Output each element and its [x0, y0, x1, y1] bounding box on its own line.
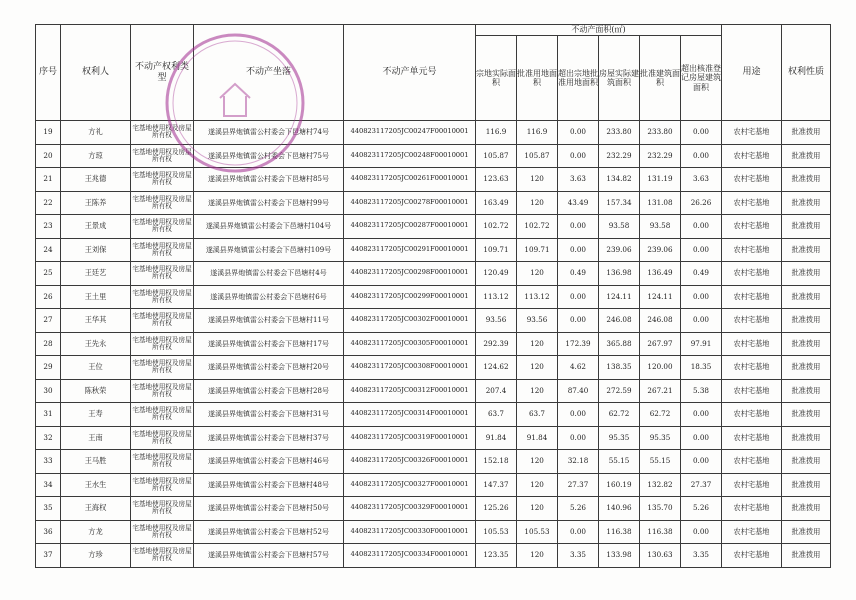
table-row	[36, 544, 831, 568]
building-over-area-cell: 0.00	[681, 285, 722, 309]
right-nature-cell: 批准拨用	[782, 121, 831, 145]
header-nature: 权利性质	[782, 25, 831, 121]
table-row	[36, 403, 831, 427]
land-approved-area-cell: 91.84	[517, 426, 558, 450]
location-cell: 遂溪县界炮镇雷公村委会下邑塘村31号	[194, 403, 344, 427]
row-number-cell: 23	[36, 215, 61, 239]
unit-number-cell: 440823117205JC00278F00010001	[344, 191, 476, 215]
right-nature-cell: 批准拨用	[782, 426, 831, 450]
building-approved-area-cell: 136.49	[640, 262, 681, 286]
use-cell: 农村宅基地	[722, 285, 782, 309]
land-approved-area-cell: 120	[517, 473, 558, 497]
unit-number-cell: 440823117205JC00302F00010001	[344, 309, 476, 333]
building-over-area-cell: 0.49	[681, 262, 722, 286]
header-location: 不动产坐落	[194, 25, 344, 121]
right-type-cell: 宅基地使用权及房屋所有权	[131, 238, 194, 262]
land-approved-area-cell: 102.72	[517, 215, 558, 239]
table-row	[36, 168, 831, 192]
unit-number-cell: 440823117205JC00312F00010001	[344, 379, 476, 403]
row-number-cell: 30	[36, 379, 61, 403]
building-over-area-cell: 5.38	[681, 379, 722, 403]
row-number-cell: 29	[36, 356, 61, 380]
use-cell: 农村宅基地	[722, 520, 782, 544]
table-body	[36, 121, 831, 568]
right-type-cell: 宅基地使用权及房屋所有权	[131, 309, 194, 333]
land-approved-area-cell: 120	[517, 168, 558, 192]
land-actual-area-cell: 116.9	[476, 121, 517, 145]
land-approved-area-cell: 120	[517, 450, 558, 474]
land-approved-area-cell: 120	[517, 544, 558, 568]
land-approved-area-cell: 116.9	[517, 121, 558, 145]
unit-number-cell: 440823117205JC00308F00010001	[344, 356, 476, 380]
table-row	[36, 379, 831, 403]
header-use: 用途	[722, 25, 782, 121]
header-area-group: 不动产面积(㎡)	[476, 25, 722, 36]
building-actual-area-cell: 246.08	[599, 309, 640, 333]
land-approved-area-cell: 105.87	[517, 144, 558, 168]
right-nature-cell: 批准拨用	[782, 144, 831, 168]
location-cell: 遂溪县界炮镇雷公村委会下邑塘村17号	[194, 332, 344, 356]
location-cell: 遂溪县界炮镇雷公村委会下邑塘村6号	[194, 285, 344, 309]
land-actual-area-cell: 120.49	[476, 262, 517, 286]
building-over-area-cell: 0.00	[681, 238, 722, 262]
right-nature-cell: 批准拨用	[782, 473, 831, 497]
use-cell: 农村宅基地	[722, 403, 782, 427]
right-nature-cell: 批准拨用	[782, 544, 831, 568]
holder-name-cell: 方龙	[61, 520, 131, 544]
table-row	[36, 332, 831, 356]
location-cell: 遂溪县界炮镇雷公村委会下邑塘村46号	[194, 450, 344, 474]
table-row	[36, 121, 831, 145]
row-number-cell: 34	[36, 473, 61, 497]
right-type-cell: 宅基地使用权及房屋所有权	[131, 121, 194, 145]
building-approved-area-cell: 131.19	[640, 168, 681, 192]
right-nature-cell: 批准拨用	[782, 450, 831, 474]
building-over-area-cell: 0.00	[681, 450, 722, 474]
unit-number-cell: 440823117205JC00248F00010001	[344, 144, 476, 168]
building-actual-area-cell: 239.06	[599, 238, 640, 262]
header-building-over: 超出核准登记房屋建筑面积	[681, 36, 722, 121]
location-cell: 遂溪县界炮镇雷公村委会下邑塘村99号	[194, 191, 344, 215]
building-over-area-cell: 18.35	[681, 356, 722, 380]
right-type-cell: 宅基地使用权及房屋所有权	[131, 379, 194, 403]
building-over-area-cell: 27.37	[681, 473, 722, 497]
building-over-area-cell: 0.00	[681, 144, 722, 168]
row-number-cell: 32	[36, 426, 61, 450]
land-actual-area-cell: 105.53	[476, 520, 517, 544]
unit-number-cell: 440823117205JC00319F00010001	[344, 426, 476, 450]
use-cell: 农村宅基地	[722, 215, 782, 239]
land-actual-area-cell: 124.62	[476, 356, 517, 380]
building-approved-area-cell: 95.35	[640, 426, 681, 450]
right-nature-cell: 批准拨用	[782, 285, 831, 309]
location-cell: 遂溪县界炮镇雷公村委会下邑塘村104号	[194, 215, 344, 239]
use-cell: 农村宅基地	[722, 262, 782, 286]
holder-name-cell: 王刘保	[61, 238, 131, 262]
building-actual-area-cell: 365.88	[599, 332, 640, 356]
land-approved-area-cell: 120	[517, 262, 558, 286]
building-over-area-cell: 0.00	[681, 520, 722, 544]
building-actual-area-cell: 233.80	[599, 121, 640, 145]
building-approved-area-cell: 124.11	[640, 285, 681, 309]
building-over-area-cell: 0.00	[681, 403, 722, 427]
land-approved-area-cell: 120	[517, 191, 558, 215]
right-type-cell: 宅基地使用权及房屋所有权	[131, 497, 194, 521]
row-number-cell: 28	[36, 332, 61, 356]
land-over-area-cell: 43.49	[558, 191, 599, 215]
building-over-area-cell: 0.00	[681, 426, 722, 450]
use-cell: 农村宅基地	[722, 450, 782, 474]
building-approved-area-cell: 246.08	[640, 309, 681, 333]
row-number-cell: 27	[36, 309, 61, 333]
building-over-area-cell: 0.00	[681, 215, 722, 239]
holder-name-cell: 王南	[61, 426, 131, 450]
right-type-cell: 宅基地使用权及房屋所有权	[131, 403, 194, 427]
land-over-area-cell: 0.00	[558, 285, 599, 309]
land-over-area-cell: 27.37	[558, 473, 599, 497]
holder-name-cell: 王海权	[61, 497, 131, 521]
unit-number-cell: 440823117205JC00330F00010001	[344, 520, 476, 544]
unit-number-cell: 440823117205JC00298F00010001	[344, 262, 476, 286]
location-cell: 遂溪县界炮镇雷公村委会下邑塘村50号	[194, 497, 344, 521]
unit-number-cell: 440823117205JC00329F00010001	[344, 497, 476, 521]
header-land-approved: 批准用地面积	[517, 36, 558, 121]
land-over-area-cell: 0.00	[558, 403, 599, 427]
land-actual-area-cell: 125.26	[476, 497, 517, 521]
land-actual-area-cell: 207.4	[476, 379, 517, 403]
row-number-cell: 26	[36, 285, 61, 309]
use-cell: 农村宅基地	[722, 121, 782, 145]
building-approved-area-cell: 233.80	[640, 121, 681, 145]
building-approved-area-cell: 131.08	[640, 191, 681, 215]
land-over-area-cell: 172.39	[558, 332, 599, 356]
building-over-area-cell: 97.91	[681, 332, 722, 356]
building-actual-area-cell: 136.98	[599, 262, 640, 286]
holder-name-cell: 王景成	[61, 215, 131, 239]
table-row	[36, 285, 831, 309]
use-cell: 农村宅基地	[722, 191, 782, 215]
right-nature-cell: 批准拨用	[782, 497, 831, 521]
building-actual-area-cell: 272.59	[599, 379, 640, 403]
official-seal	[160, 28, 310, 178]
land-over-area-cell: 0.00	[558, 121, 599, 145]
table-row	[36, 497, 831, 521]
building-approved-area-cell: 130.63	[640, 544, 681, 568]
land-actual-area-cell: 152.18	[476, 450, 517, 474]
building-over-area-cell: 0.00	[681, 121, 722, 145]
row-number-cell: 35	[36, 497, 61, 521]
location-cell: 遂溪县界炮镇雷公村委会下邑塘村28号	[194, 379, 344, 403]
table-row	[36, 191, 831, 215]
right-type-cell: 宅基地使用权及房屋所有权	[131, 426, 194, 450]
row-number-cell: 31	[36, 403, 61, 427]
land-actual-area-cell: 91.84	[476, 426, 517, 450]
land-over-area-cell: 0.00	[558, 520, 599, 544]
table-row	[36, 309, 831, 333]
location-cell: 遂溪县界炮镇雷公村委会下邑塘村75号	[194, 144, 344, 168]
right-nature-cell: 批准拨用	[782, 520, 831, 544]
building-actual-area-cell: 160.19	[599, 473, 640, 497]
building-over-area-cell: 3.35	[681, 544, 722, 568]
holder-name-cell: 王华其	[61, 309, 131, 333]
location-cell: 遂溪县界炮镇雷公村委会下邑塘村57号	[194, 544, 344, 568]
building-actual-area-cell: 157.34	[599, 191, 640, 215]
right-nature-cell: 批准拨用	[782, 262, 831, 286]
table-row	[36, 262, 831, 286]
land-over-area-cell: 0.00	[558, 144, 599, 168]
land-approved-area-cell: 109.71	[517, 238, 558, 262]
row-number-cell: 20	[36, 144, 61, 168]
holder-name-cell: 王陈养	[61, 191, 131, 215]
building-over-area-cell: 3.63	[681, 168, 722, 192]
holder-name-cell: 王土里	[61, 285, 131, 309]
row-number-cell: 22	[36, 191, 61, 215]
land-over-area-cell: 0.00	[558, 238, 599, 262]
right-nature-cell: 批准拨用	[782, 356, 831, 380]
land-over-area-cell: 32.18	[558, 450, 599, 474]
right-type-cell: 宅基地使用权及房屋所有权	[131, 262, 194, 286]
right-nature-cell: 批准拨用	[782, 238, 831, 262]
unit-number-cell: 440823117205JC00327F00010001	[344, 473, 476, 497]
header-unit-number: 不动产单元号	[344, 25, 476, 121]
holder-name-cell: 王廷艺	[61, 262, 131, 286]
land-over-area-cell: 5.26	[558, 497, 599, 521]
right-type-cell: 宅基地使用权及房屋所有权	[131, 356, 194, 380]
land-actual-area-cell: 63.7	[476, 403, 517, 427]
land-approved-area-cell: 120	[517, 332, 558, 356]
right-type-cell: 宅基地使用权及房屋所有权	[131, 191, 194, 215]
right-type-cell: 宅基地使用权及房屋所有权	[131, 473, 194, 497]
building-approved-area-cell: 93.58	[640, 215, 681, 239]
right-type-cell: 宅基地使用权及房屋所有权	[131, 520, 194, 544]
land-over-area-cell: 0.00	[558, 426, 599, 450]
land-over-area-cell: 4.62	[558, 356, 599, 380]
row-number-cell: 25	[36, 262, 61, 286]
unit-number-cell: 440823117205JC00334F00010001	[344, 544, 476, 568]
land-approved-area-cell: 120	[517, 356, 558, 380]
location-cell: 遂溪县界炮镇雷公村委会下邑塘村4号	[194, 262, 344, 286]
registry-table	[35, 24, 831, 568]
land-over-area-cell: 0.00	[558, 309, 599, 333]
building-actual-area-cell: 95.35	[599, 426, 640, 450]
unit-number-cell: 440823117205JC00299F00010001	[344, 285, 476, 309]
use-cell: 农村宅基地	[722, 473, 782, 497]
use-cell: 农村宅基地	[722, 144, 782, 168]
right-type-cell: 宅基地使用权及房屋所有权	[131, 215, 194, 239]
header-land-over: 超出宗地批准用地面积	[558, 36, 599, 121]
unit-number-cell: 440823117205JC00287F00010001	[344, 215, 476, 239]
right-nature-cell: 批准拨用	[782, 403, 831, 427]
row-number-cell: 33	[36, 450, 61, 474]
holder-name-cell: 王位	[61, 356, 131, 380]
building-approved-area-cell: 120.00	[640, 356, 681, 380]
use-cell: 农村宅基地	[722, 309, 782, 333]
row-number-cell: 19	[36, 121, 61, 145]
right-type-cell: 宅基地使用权及房屋所有权	[131, 168, 194, 192]
building-actual-area-cell: 133.98	[599, 544, 640, 568]
table-row	[36, 520, 831, 544]
header-building-actual: 房屋实际建筑面积	[599, 36, 640, 121]
use-cell: 农村宅基地	[722, 497, 782, 521]
right-type-cell: 宅基地使用权及房屋所有权	[131, 144, 194, 168]
row-number-cell: 24	[36, 238, 61, 262]
holder-name-cell: 王水生	[61, 473, 131, 497]
row-number-cell: 36	[36, 520, 61, 544]
location-cell: 遂溪县界炮镇雷公村委会下邑塘村85号	[194, 168, 344, 192]
row-number-cell: 21	[36, 168, 61, 192]
land-approved-area-cell: 93.56	[517, 309, 558, 333]
unit-number-cell: 440823117205JC00291F00010001	[344, 238, 476, 262]
right-nature-cell: 批准拨用	[782, 168, 831, 192]
holder-name-cell: 方琼	[61, 144, 131, 168]
holder-name-cell: 王寿	[61, 403, 131, 427]
table-row	[36, 450, 831, 474]
holder-name-cell: 王兆德	[61, 168, 131, 192]
land-approved-area-cell: 120	[517, 379, 558, 403]
unit-number-cell: 440823117205JC00305F00010001	[344, 332, 476, 356]
right-type-cell: 宅基地使用权及房屋所有权	[131, 285, 194, 309]
holder-name-cell: 王先永	[61, 332, 131, 356]
land-actual-area-cell: 292.39	[476, 332, 517, 356]
right-nature-cell: 批准拨用	[782, 191, 831, 215]
table-row	[36, 426, 831, 450]
land-over-area-cell: 3.35	[558, 544, 599, 568]
building-actual-area-cell: 134.82	[599, 168, 640, 192]
building-actual-area-cell: 124.11	[599, 285, 640, 309]
land-actual-area-cell: 163.49	[476, 191, 517, 215]
building-approved-area-cell: 232.29	[640, 144, 681, 168]
building-over-area-cell: 0.00	[681, 309, 722, 333]
right-nature-cell: 批准拨用	[782, 309, 831, 333]
land-actual-area-cell: 105.87	[476, 144, 517, 168]
location-cell: 遂溪县界炮镇雷公村委会下邑塘村20号	[194, 356, 344, 380]
building-over-area-cell: 5.26	[681, 497, 722, 521]
land-over-area-cell: 0.49	[558, 262, 599, 286]
use-cell: 农村宅基地	[722, 332, 782, 356]
holder-name-cell: 方礼	[61, 121, 131, 145]
building-approved-area-cell: 135.70	[640, 497, 681, 521]
land-actual-area-cell: 102.72	[476, 215, 517, 239]
location-cell: 遂溪县界炮镇雷公村委会下邑塘村52号	[194, 520, 344, 544]
location-cell: 遂溪县界炮镇雷公村委会下邑塘村74号	[194, 121, 344, 145]
header-land-actual: 宗地实际面积	[476, 36, 517, 121]
building-approved-area-cell: 116.38	[640, 520, 681, 544]
building-actual-area-cell: 140.96	[599, 497, 640, 521]
land-over-area-cell: 0.00	[558, 215, 599, 239]
location-cell: 遂溪县界炮镇雷公村委会下邑塘村109号	[194, 238, 344, 262]
holder-name-cell: 陈秋荣	[61, 379, 131, 403]
header-holder: 权利人	[61, 25, 131, 121]
land-actual-area-cell: 109.71	[476, 238, 517, 262]
right-nature-cell: 批准拨用	[782, 332, 831, 356]
location-cell: 遂溪县界炮镇雷公村委会下邑塘村37号	[194, 426, 344, 450]
land-actual-area-cell: 147.37	[476, 473, 517, 497]
land-approved-area-cell: 120	[517, 497, 558, 521]
building-actual-area-cell: 232.29	[599, 144, 640, 168]
building-actual-area-cell: 116.38	[599, 520, 640, 544]
building-approved-area-cell: 239.06	[640, 238, 681, 262]
table-row	[36, 473, 831, 497]
use-cell: 农村宅基地	[722, 379, 782, 403]
building-actual-area-cell: 138.35	[599, 356, 640, 380]
land-over-area-cell: 87.40	[558, 379, 599, 403]
table-row	[36, 215, 831, 239]
use-cell: 农村宅基地	[722, 168, 782, 192]
building-actual-area-cell: 93.58	[599, 215, 640, 239]
building-approved-area-cell: 132.82	[640, 473, 681, 497]
building-approved-area-cell: 267.97	[640, 332, 681, 356]
building-over-area-cell: 26.26	[681, 191, 722, 215]
table-row	[36, 144, 831, 168]
use-cell: 农村宅基地	[722, 356, 782, 380]
land-actual-area-cell: 113.12	[476, 285, 517, 309]
land-approved-area-cell: 63.7	[517, 403, 558, 427]
unit-number-cell: 440823117205JC00326F00010001	[344, 450, 476, 474]
building-approved-area-cell: 62.72	[640, 403, 681, 427]
table-row	[36, 238, 831, 262]
header-building-approved: 批准建筑面积	[640, 36, 681, 121]
header-seq: 序号	[36, 25, 61, 121]
use-cell: 农村宅基地	[722, 238, 782, 262]
land-over-area-cell: 3.63	[558, 168, 599, 192]
use-cell: 农村宅基地	[722, 544, 782, 568]
unit-number-cell: 440823117205JC00247F00010001	[344, 121, 476, 145]
right-type-cell: 宅基地使用权及房屋所有权	[131, 332, 194, 356]
land-approved-area-cell: 113.12	[517, 285, 558, 309]
land-actual-area-cell: 93.56	[476, 309, 517, 333]
holder-name-cell: 王马胜	[61, 450, 131, 474]
location-cell: 遂溪县界炮镇雷公村委会下邑塘村11号	[194, 309, 344, 333]
unit-number-cell: 440823117205JC00261F00010001	[344, 168, 476, 192]
table-row	[36, 356, 831, 380]
building-approved-area-cell: 55.15	[640, 450, 681, 474]
row-number-cell: 37	[36, 544, 61, 568]
land-actual-area-cell: 123.35	[476, 544, 517, 568]
land-actual-area-cell: 123.63	[476, 168, 517, 192]
right-type-cell: 宅基地使用权及房屋所有权	[131, 450, 194, 474]
use-cell: 农村宅基地	[722, 426, 782, 450]
right-nature-cell: 批准拨用	[782, 215, 831, 239]
unit-number-cell: 440823117205JC00314F00010001	[344, 403, 476, 427]
right-nature-cell: 批准拨用	[782, 379, 831, 403]
land-approved-area-cell: 105.53	[517, 520, 558, 544]
building-actual-area-cell: 62.72	[599, 403, 640, 427]
header-right-type: 不动产权利类型	[131, 25, 194, 121]
building-approved-area-cell: 267.21	[640, 379, 681, 403]
holder-name-cell: 方珍	[61, 544, 131, 568]
building-actual-area-cell: 55.15	[599, 450, 640, 474]
right-type-cell: 宅基地使用权及房屋所有权	[131, 544, 194, 568]
location-cell: 遂溪县界炮镇雷公村委会下邑塘村48号	[194, 473, 344, 497]
